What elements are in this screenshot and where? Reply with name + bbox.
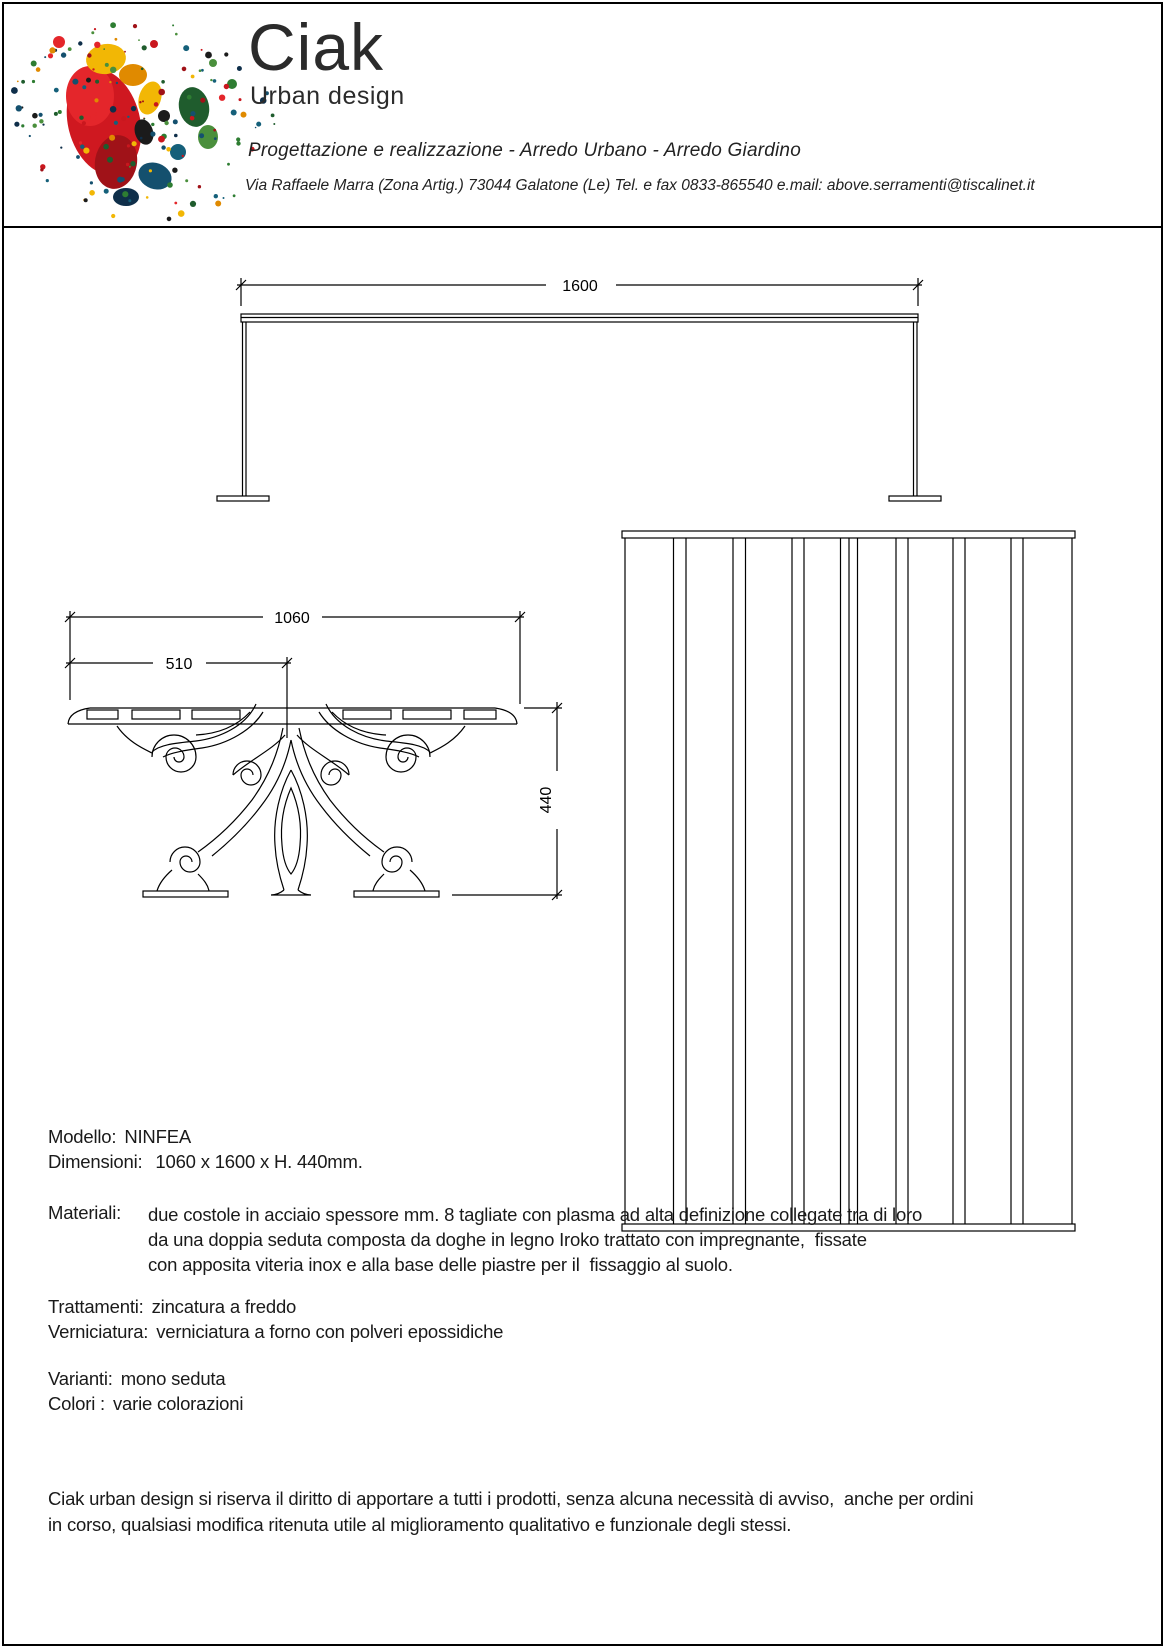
variants-value: mono seduta: [120, 1368, 226, 1389]
dimensions-line: [48, 1151, 363, 1173]
brand-subtitle: Urban design: [250, 82, 405, 110]
treatments-line: [48, 1296, 296, 1318]
materials-block: [48, 1202, 922, 1277]
disclaimer-line-1: Ciak urban design si riserva il diritto di apportare a tutti i prodotti, senza alcuna necessità di avviso, anche per ordini: [48, 1488, 974, 1509]
materials-line-2: da una doppia seduta composta da doghe in legno Iroko trattato con impregnante, fissate: [148, 1229, 867, 1250]
painting-line: [48, 1321, 503, 1343]
treatments-label: Trattamenti:: [48, 1296, 144, 1317]
disclaimer: [48, 1486, 973, 1538]
model-label: Modello:: [48, 1126, 117, 1147]
variants-line: [48, 1368, 225, 1390]
colors-label: Colori :: [48, 1393, 105, 1414]
materials-line-3: con apposita viteria inox e alla base delle piastre per il fissaggio al suolo.: [148, 1254, 733, 1275]
colors-line: [48, 1393, 243, 1415]
variants-label: Varianti:: [48, 1368, 113, 1389]
brand-title: Ciak: [248, 10, 385, 84]
colors-value: varie colorazioni: [113, 1393, 244, 1414]
materials-label: Materiali:: [48, 1202, 122, 1223]
dimension-label-440: 440: [538, 786, 555, 814]
company-tagline: Progettazione e realizzazione - Arredo Urbano - Arredo Giardino: [248, 140, 801, 161]
disclaimer-line-2: in corso, qualsiasi modifica ritenuta utile al miglioramento qualitativo e funzionale degli stessi.: [48, 1514, 792, 1535]
dimension-label-1060: 1060: [274, 610, 310, 627]
materials-line-1: due costole in acciaio spessore mm. 8 tagliate con plasma ad alta definizione collegate tra di loro: [148, 1204, 923, 1225]
company-address: Via Raffaele Marra (Zona Artig.) 73044 Galatone (Le) Tel. e fax 0833-865540 e.mail: above.serramenti@tiscalinet.it: [245, 177, 1035, 194]
model-line: [48, 1126, 191, 1148]
treatments-value: zincatura a freddo: [151, 1296, 297, 1317]
dimension-label-510: 510: [165, 656, 193, 673]
dimension-label-1600: 1600: [562, 278, 598, 295]
dimensions-value: 1060 x 1600 x H. 440mm.: [155, 1151, 363, 1172]
painting-label: Verniciatura:: [48, 1321, 149, 1342]
painting-value: verniciatura a forno con polveri epossidiche: [156, 1321, 504, 1342]
dimensions-label: Dimensioni:: [48, 1151, 143, 1172]
model-value: NINFEA: [124, 1126, 191, 1147]
